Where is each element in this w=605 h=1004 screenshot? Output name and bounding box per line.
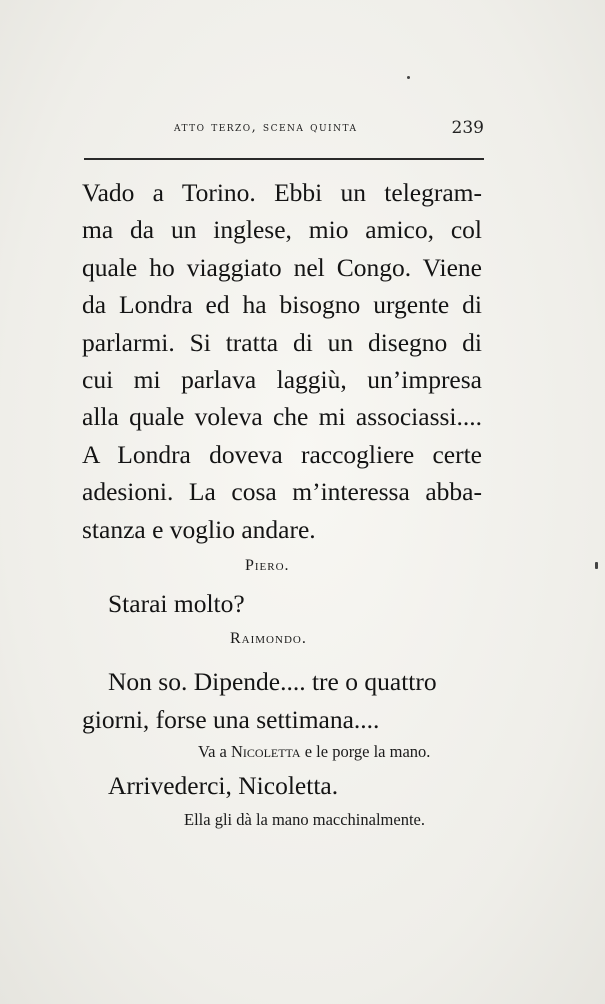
stage-direction-suffix: e le porge la mano. [300, 742, 431, 761]
paragraph [82, 174, 482, 548]
speech-piero: Starai molto? [108, 589, 245, 618]
paper-speck [595, 562, 598, 569]
paragraph-line: da Londra ed ha bisogno urgente di [82, 290, 482, 320]
paper-speck [407, 76, 410, 79]
running-title: atto terzo, scena quinta [174, 120, 358, 135]
paragraph-line: ma da un inglese, mio amico, col [82, 215, 482, 245]
stage-direction-prefix: Va a [198, 742, 231, 761]
page-header [80, 120, 484, 144]
speech-raimondo-line-1: Non so. Dipende.... tre o quattro [108, 667, 437, 696]
speaker-raimondo: Raimondo. [230, 630, 307, 647]
paragraph-line: parlarmi. Si tratta di un disegno di [82, 327, 482, 357]
paragraph-line: cui mi parlava laggiù, un’impresa [82, 365, 482, 395]
paragraph-line: adesioni. La cosa m’interessa abba- [82, 477, 482, 507]
paragraph-line: alla quale voleva che mi associassi.... [82, 402, 482, 432]
paragraph-line: A Londra doveva raccogliere certe [82, 439, 482, 469]
paragraph-line: stanza e voglio andare. [82, 514, 316, 544]
stage-direction-name: Nicoletta [230, 742, 301, 761]
header-rule [84, 158, 484, 160]
paragraph-line: quale ho viaggiato nel Congo. Viene [82, 252, 482, 282]
speech-raimondo-line-2: giorni, forse una settimana.... [82, 705, 380, 734]
speaker-piero: Piero. [245, 557, 290, 574]
speech-raimondo-farewell: Arrivederci, Nicoletta. [108, 771, 339, 800]
stage-direction-2: Ella gli dà la mano macchinalmente. [184, 810, 425, 829]
paragraph-line: Vado a Torino. Ebbi un telegram- [82, 178, 482, 207]
stage-direction-1 [198, 742, 430, 762]
page-number: 239 [451, 118, 484, 138]
